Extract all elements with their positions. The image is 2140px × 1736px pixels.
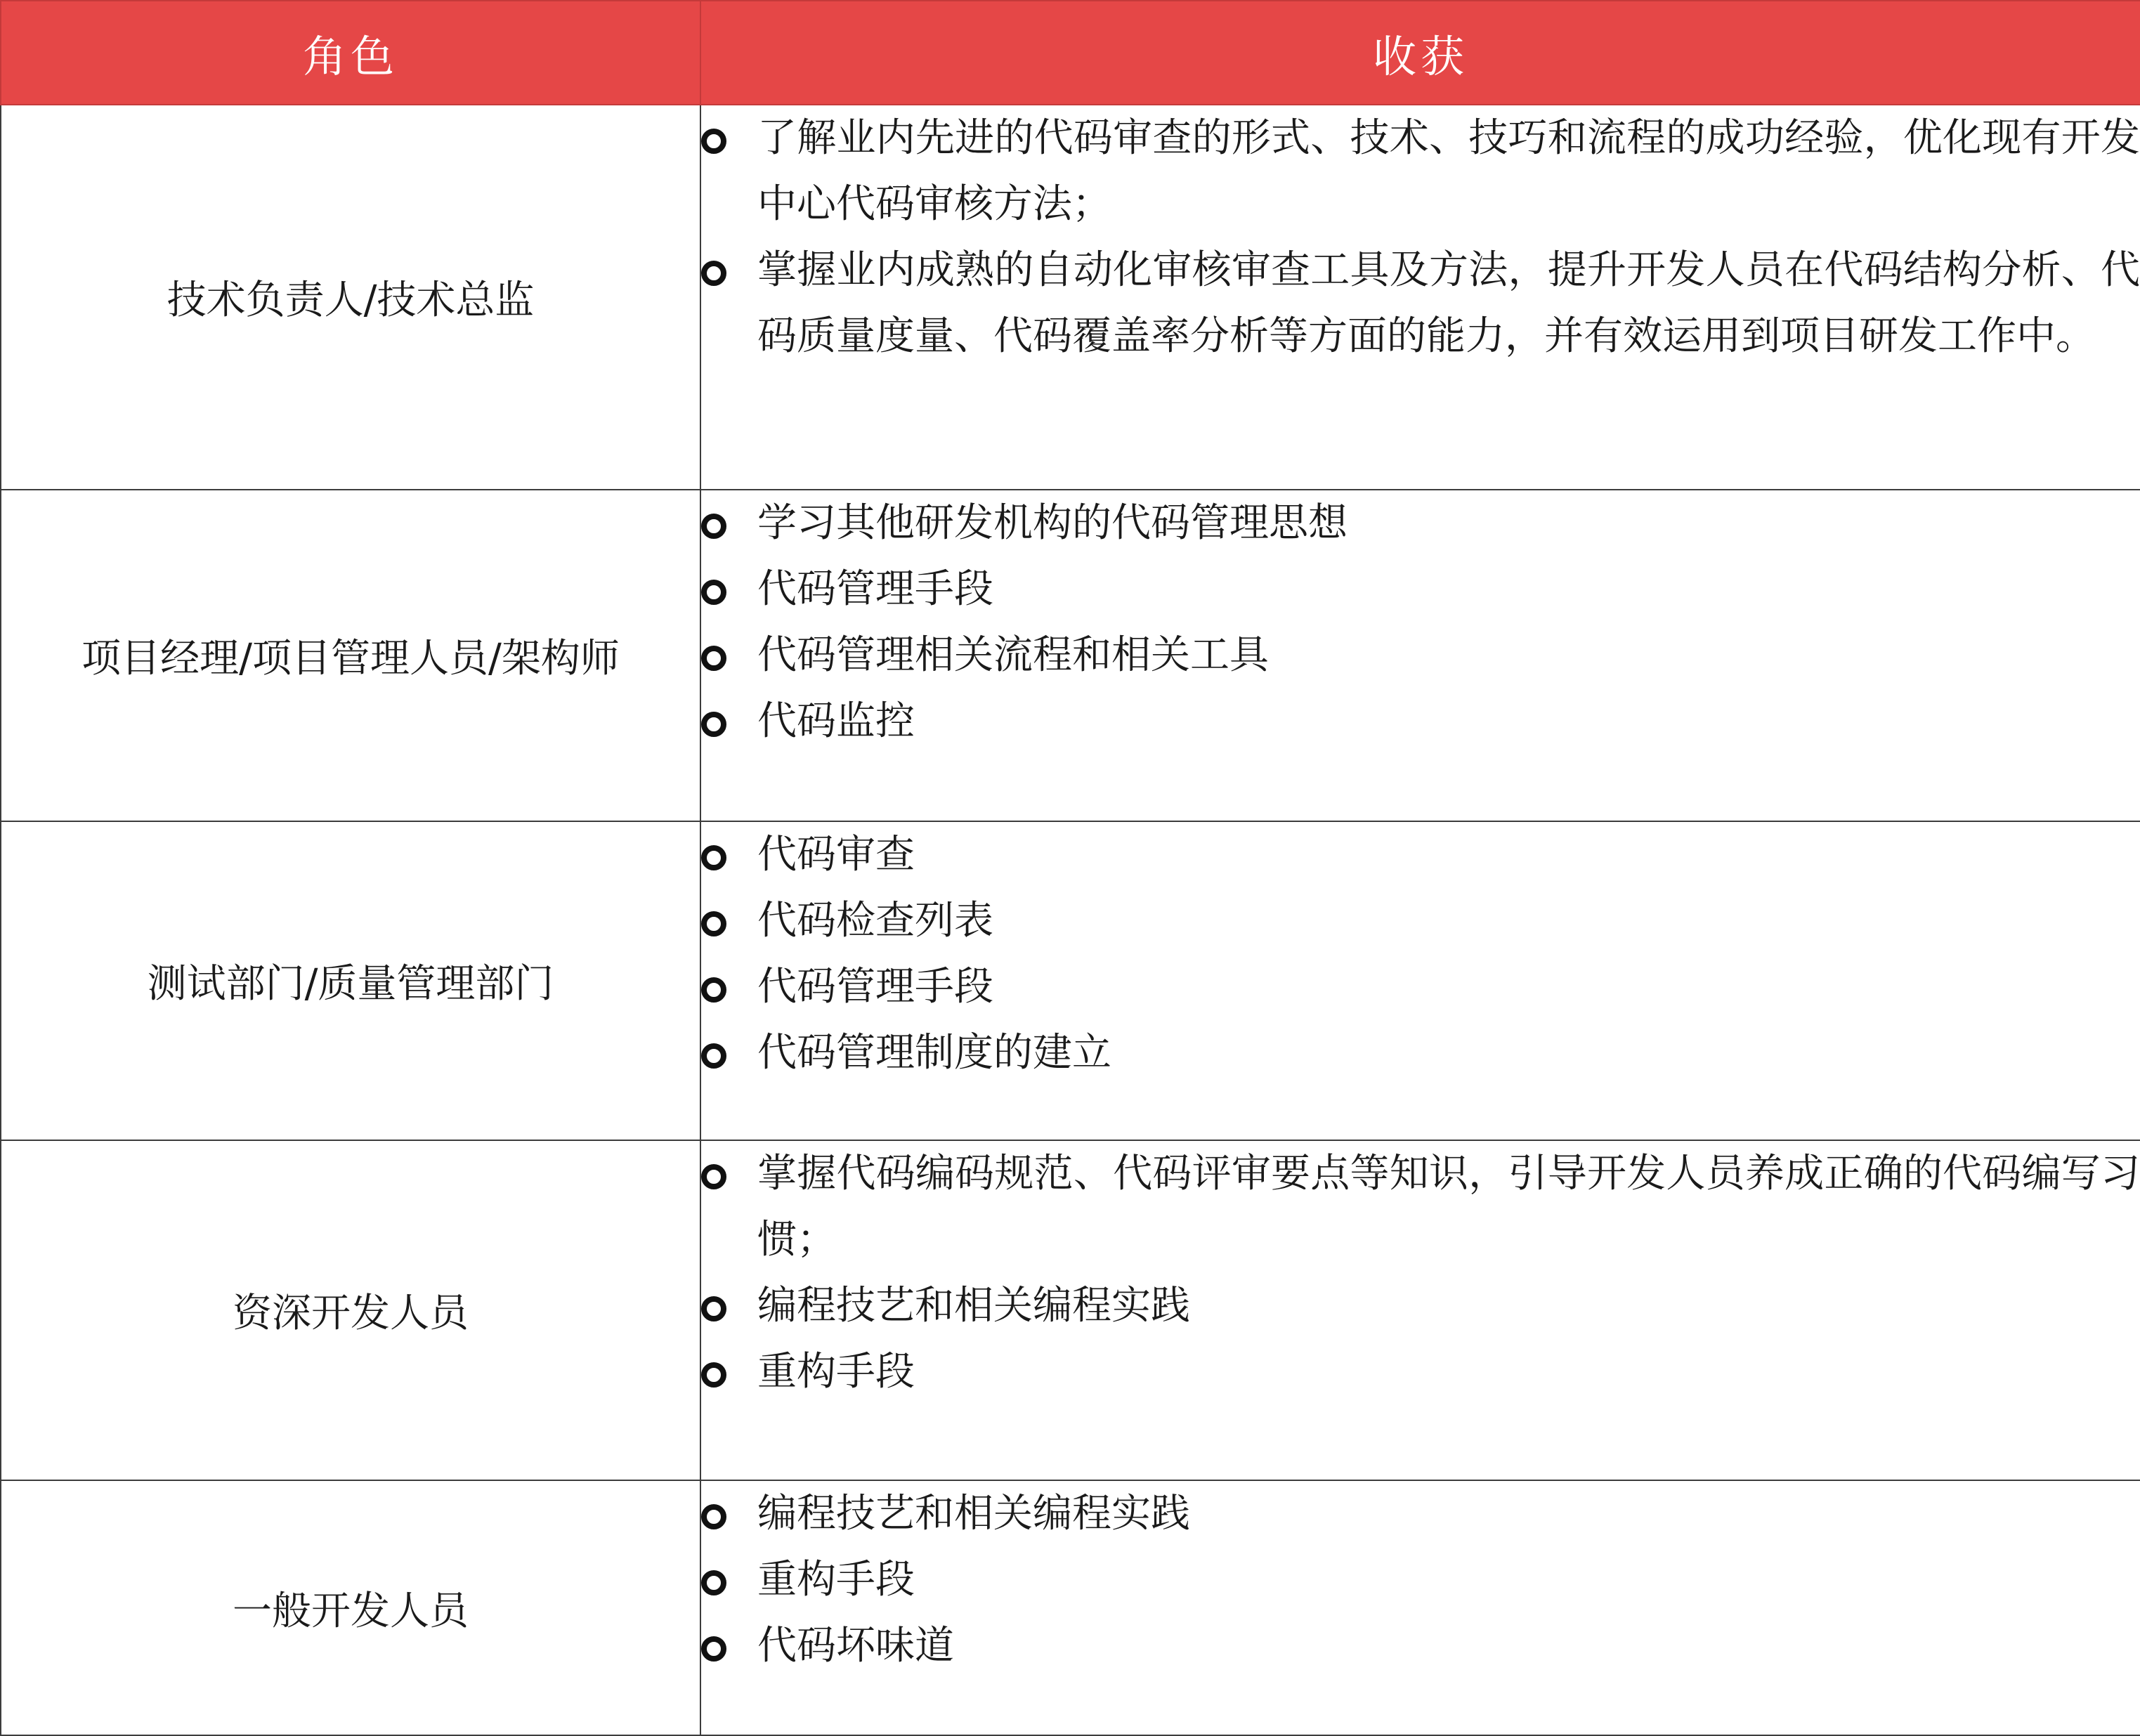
list-item-text: 重构手段 — [757, 1349, 915, 1395]
list-item — [701, 888, 2140, 954]
gains-cell — [700, 490, 2140, 821]
gains-cell — [700, 821, 2140, 1140]
table-row — [1, 821, 2140, 1140]
table-row — [1, 105, 2140, 490]
gains-list — [701, 1481, 2140, 1679]
list-item — [701, 1613, 2140, 1679]
list-item — [701, 822, 2140, 888]
bullet-icon — [701, 261, 726, 286]
gains-list — [701, 490, 2140, 755]
bullet-icon — [701, 977, 726, 1003]
list-item — [701, 237, 2140, 370]
gains-cell — [700, 1140, 2140, 1480]
bullet-icon — [701, 712, 726, 737]
bullet-icon — [701, 129, 726, 154]
role-cell: 一般开发人员 — [1, 1480, 700, 1735]
list-item-text: 代码管理相关流程和相关工具 — [757, 632, 1269, 678]
list-item-text: 代码监控 — [757, 698, 915, 744]
list-item — [701, 1339, 2140, 1405]
gains-list — [701, 1141, 2140, 1405]
list-item-text: 编程技艺和相关编程实践 — [757, 1283, 1190, 1329]
list-item-text: 学习其他研发机构的代码管理思想 — [757, 500, 1348, 546]
list-item-text: 代码审查 — [757, 832, 915, 877]
list-item — [701, 622, 2140, 688]
bullet-icon — [701, 514, 726, 539]
bullet-icon — [701, 580, 726, 605]
gains-list — [701, 822, 2140, 1086]
role-cell: 项目经理/项目管理人员/架构师 — [1, 490, 700, 821]
bullet-icon — [701, 845, 726, 870]
list-item — [701, 1273, 2140, 1339]
bullet-icon — [701, 1043, 726, 1069]
role-cell: 技术负责人/技术总监 — [1, 105, 700, 490]
bullet-icon — [701, 1296, 726, 1321]
table-row — [1, 1480, 2140, 1735]
header-gains: 收获 — [700, 1, 2140, 105]
list-item — [701, 1547, 2140, 1613]
gains-list — [701, 105, 2140, 370]
list-item-text: 重构手段 — [757, 1557, 915, 1603]
list-item — [701, 1020, 2140, 1086]
list-item-text: 掌握业内成熟的自动化审核审查工具及方法，提升开发人员在代码结构分析、代码质量度量、代码覆盖率分析等方面的能力，并有效运用到项目研发工作中。 — [757, 247, 2140, 359]
role-cell: 测试部门/质量管理部门 — [1, 821, 700, 1140]
list-item — [701, 1141, 2140, 1273]
table-row — [1, 1140, 2140, 1480]
list-item — [701, 556, 2140, 622]
list-item — [701, 1481, 2140, 1547]
table-row — [1, 490, 2140, 821]
list-item-text: 代码管理制度的建立 — [757, 1030, 1111, 1076]
list-item-text: 代码坏味道 — [757, 1623, 954, 1669]
gains-cell — [700, 105, 2140, 490]
bullet-icon — [701, 1570, 726, 1595]
list-item-text: 掌握代码编码规范、代码评审要点等知识，引导开发人员养成正确的代码编写习惯； — [757, 1151, 2140, 1262]
list-item — [701, 105, 2140, 237]
bullet-icon — [701, 1504, 726, 1529]
gains-cell — [700, 1480, 2140, 1735]
bullet-icon — [701, 1362, 726, 1388]
bullet-icon — [701, 911, 726, 936]
list-item-text: 代码管理手段 — [757, 964, 993, 1010]
list-item-text: 编程技艺和相关编程实践 — [757, 1491, 1190, 1536]
role-cell: 资深开发人员 — [1, 1140, 700, 1480]
bullet-icon — [701, 1636, 726, 1662]
header-row — [1, 1, 2140, 105]
list-item — [701, 688, 2140, 755]
list-item-text: 代码检查列表 — [757, 898, 993, 944]
list-item — [701, 954, 2140, 1020]
list-item-text: 了解业内先进的代码审查的形式、技术、技巧和流程的成功经验，优化现有开发中心代码审核方法； — [757, 115, 2140, 227]
bullet-icon — [701, 646, 726, 671]
list-item-text: 代码管理手段 — [757, 566, 993, 612]
header-role: 角色 — [1, 1, 700, 105]
list-item — [701, 490, 2140, 556]
bullet-icon — [701, 1164, 726, 1189]
